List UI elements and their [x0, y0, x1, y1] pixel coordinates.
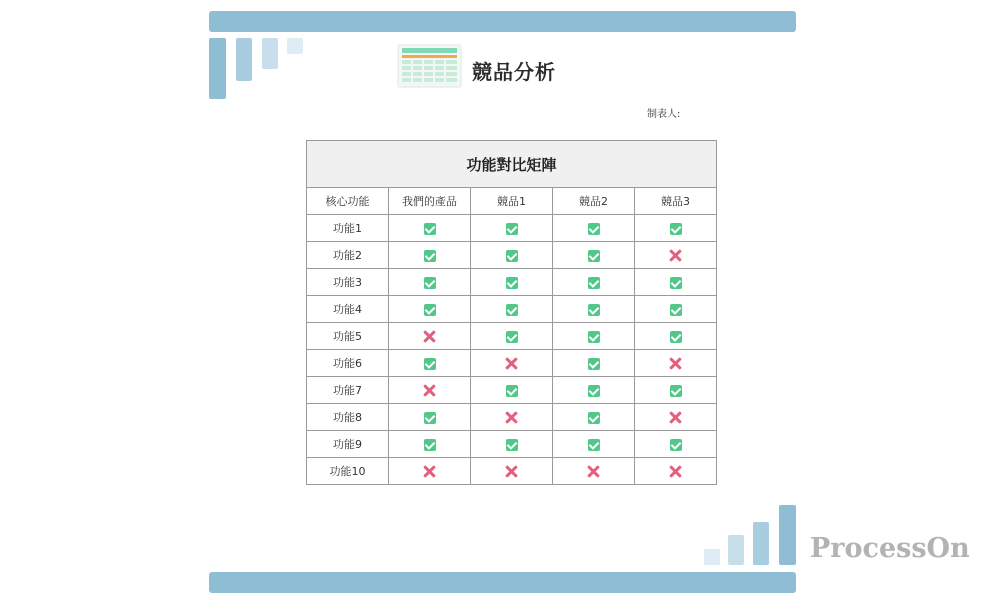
- status-cell: [471, 215, 553, 242]
- table-row: [307, 242, 717, 269]
- page-title: 競品分析: [472, 60, 556, 84]
- status-cell: [389, 431, 471, 458]
- column-header: 競品2: [553, 188, 635, 215]
- feature-name: 功能6: [307, 350, 389, 377]
- status-cell: [471, 269, 553, 296]
- status-cell: [389, 215, 471, 242]
- column-header: 競品1: [471, 188, 553, 215]
- check-icon: [506, 223, 518, 235]
- deco-bar: [779, 505, 796, 565]
- check-icon: [588, 277, 600, 289]
- check-icon: [670, 385, 682, 397]
- check-icon: [424, 304, 436, 316]
- check-icon: [588, 250, 600, 262]
- table-header-row: [307, 188, 717, 215]
- feature-name: 功能2: [307, 242, 389, 269]
- table-title: 功能對比矩陣: [307, 141, 717, 188]
- deco-bar: [287, 38, 303, 54]
- check-icon: [588, 358, 600, 370]
- table-row: [307, 215, 717, 242]
- status-cell: [471, 242, 553, 269]
- deco-bar: [704, 549, 720, 565]
- cross-icon: [587, 465, 600, 478]
- check-icon: [506, 304, 518, 316]
- status-cell: [553, 431, 635, 458]
- status-cell: [471, 431, 553, 458]
- status-cell: [389, 377, 471, 404]
- status-cell: [471, 458, 553, 485]
- table-row: [307, 350, 717, 377]
- check-icon: [588, 412, 600, 424]
- status-cell: [471, 404, 553, 431]
- cross-icon: [505, 357, 518, 370]
- brand-watermark: ProcessOn: [810, 533, 970, 564]
- feature-name: 功能1: [307, 215, 389, 242]
- status-cell: [553, 350, 635, 377]
- status-cell: [389, 458, 471, 485]
- feature-name: 功能8: [307, 404, 389, 431]
- check-icon: [588, 331, 600, 343]
- cross-icon: [669, 411, 682, 424]
- check-icon: [424, 277, 436, 289]
- cross-icon: [669, 249, 682, 262]
- status-cell: [635, 323, 717, 350]
- check-icon: [424, 250, 436, 262]
- status-cell: [635, 377, 717, 404]
- status-cell: [553, 377, 635, 404]
- status-cell: [553, 215, 635, 242]
- check-icon: [588, 439, 600, 451]
- feature-name: 功能3: [307, 269, 389, 296]
- cross-icon: [669, 357, 682, 370]
- check-icon: [506, 331, 518, 343]
- table-row: [307, 404, 717, 431]
- deco-bar: [728, 535, 744, 565]
- status-cell: [635, 215, 717, 242]
- status-cell: [471, 350, 553, 377]
- cross-icon: [423, 465, 436, 478]
- check-icon: [670, 223, 682, 235]
- check-icon: [588, 385, 600, 397]
- table-title-row: [307, 141, 717, 188]
- status-cell: [553, 296, 635, 323]
- status-cell: [635, 404, 717, 431]
- cross-icon: [423, 384, 436, 397]
- table-row: [307, 377, 717, 404]
- status-cell: [471, 323, 553, 350]
- deco-bar: [753, 522, 769, 565]
- status-cell: [389, 242, 471, 269]
- feature-name: 功能10: [307, 458, 389, 485]
- check-icon: [588, 304, 600, 316]
- check-icon: [424, 439, 436, 451]
- status-cell: [553, 458, 635, 485]
- table-row: [307, 296, 717, 323]
- check-icon: [424, 223, 436, 235]
- check-icon: [506, 250, 518, 262]
- cross-icon: [505, 411, 518, 424]
- status-cell: [553, 242, 635, 269]
- check-icon: [424, 412, 436, 424]
- table-row: [307, 431, 717, 458]
- status-cell: [553, 269, 635, 296]
- status-cell: [553, 404, 635, 431]
- status-cell: [635, 458, 717, 485]
- status-cell: [635, 296, 717, 323]
- top-band: [209, 11, 796, 32]
- bottom-band: [209, 572, 796, 593]
- check-icon: [670, 277, 682, 289]
- check-icon: [670, 304, 682, 316]
- feature-name: 功能9: [307, 431, 389, 458]
- cross-icon: [669, 465, 682, 478]
- check-icon: [588, 223, 600, 235]
- check-icon: [424, 358, 436, 370]
- table-row: [307, 323, 717, 350]
- status-cell: [389, 323, 471, 350]
- status-cell: [635, 269, 717, 296]
- cross-icon: [423, 330, 436, 343]
- deco-bar: [209, 38, 226, 99]
- check-icon: [506, 439, 518, 451]
- check-icon: [670, 331, 682, 343]
- status-cell: [389, 404, 471, 431]
- table-row: [307, 269, 717, 296]
- deco-bar: [236, 38, 252, 81]
- check-icon: [670, 439, 682, 451]
- deco-bar: [262, 38, 278, 69]
- feature-name: 功能4: [307, 296, 389, 323]
- column-header: 我們的產品: [389, 188, 471, 215]
- comparison-table: [306, 140, 717, 485]
- spreadsheet-icon: [397, 44, 462, 88]
- maker-label: 制表人:: [647, 109, 681, 120]
- status-cell: [635, 431, 717, 458]
- column-header: 核心功能: [307, 188, 389, 215]
- cross-icon: [505, 465, 518, 478]
- status-cell: [389, 269, 471, 296]
- feature-name: 功能5: [307, 323, 389, 350]
- check-icon: [506, 277, 518, 289]
- table-row: [307, 458, 717, 485]
- status-cell: [635, 242, 717, 269]
- status-cell: [389, 296, 471, 323]
- column-header: 競品3: [635, 188, 717, 215]
- status-cell: [635, 350, 717, 377]
- status-cell: [471, 296, 553, 323]
- status-cell: [553, 323, 635, 350]
- check-icon: [506, 385, 518, 397]
- feature-name: 功能7: [307, 377, 389, 404]
- status-cell: [389, 350, 471, 377]
- status-cell: [471, 377, 553, 404]
